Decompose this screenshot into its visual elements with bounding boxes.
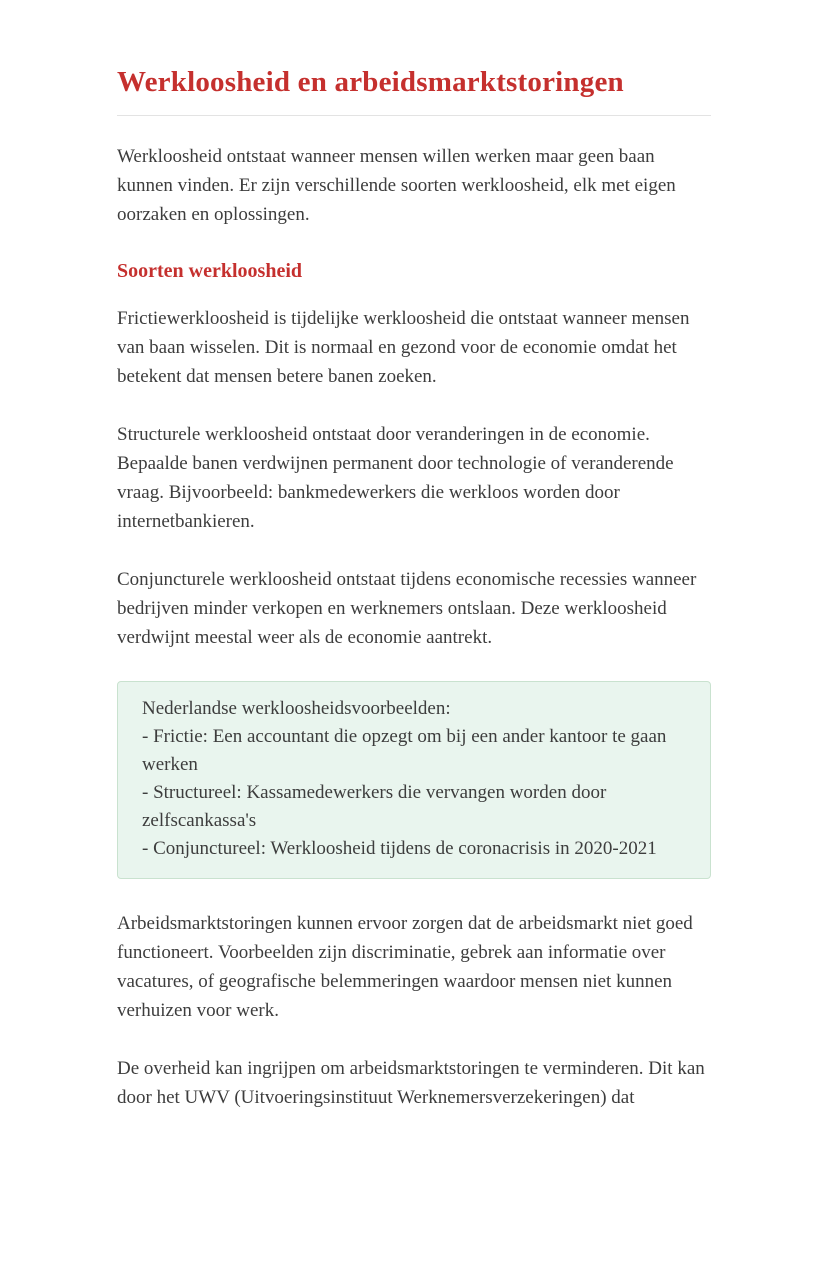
document-page xyxy=(117,0,711,1271)
example-box xyxy=(117,681,711,879)
paragraph-frictiewerkloosheid: Frictiewerkloosheid is tijdelijke werkloosheid die ontstaat wanneer mensen van baan wisselen. Dit is normaal en gezond voor de economie omdat het betekent dat mensen betere banen zoeken. xyxy=(117,308,690,388)
title-divider xyxy=(117,115,711,116)
page-title: Werkloosheid en arbeidsmarktstoringen xyxy=(117,66,624,98)
example-box-item-frictie: - Frictie: Een accountant die opzegt om bij een ander kantoor te gaan werken xyxy=(142,726,667,776)
paragraph-conjuncturele-werkloosheid: Conjuncturele werkloosheid ontstaat tijdens economische recessies wanneer bedrijven minder verkopen en werknemers ontslaan. Deze werkloosheid verdwijnt meestal weer als de economie aantrekt. xyxy=(117,569,697,649)
example-box-item-structureel: - Structureel: Kassamedewerkers die vervangen worden door zelfscankassa's xyxy=(142,782,607,832)
paragraph-overheid-uwv: De overheid kan ingrijpen om arbeidsmarktstoringen te verminderen. Dit kan door het UWV (Uitvoeringsinstituut Werknemersverzekeringen) dat xyxy=(117,1058,705,1109)
paragraph-structurele-werkloosheid: Structurele werkloosheid ontstaat door veranderingen in de economie. Bepaalde banen verdwijnen permanent door technologie of veranderende vraag. Bijvoorbeeld: bankmedewerkers die werkloos worden door internetbankieren. xyxy=(117,424,674,533)
paragraph-intro: Werkloosheid ontstaat wanneer mensen willen werken maar geen baan kunnen vinden. Er zijn verschillende soorten werkloosheid, elk met eigen oorzaken en oplossingen. xyxy=(117,146,676,226)
paragraph-arbeidsmarktstoringen: Arbeidsmarktstoringen kunnen ervoor zorgen dat de arbeidsmarkt niet goed functioneert. Voorbeelden zijn discriminatie, gebrek aan informatie over vacatures, of geografische belemmeringen waardoor mensen niet kunnen verhuizen voor werk. xyxy=(117,913,693,1022)
example-box-title: Nederlandse werkloosheidsvoorbeelden: xyxy=(142,698,451,720)
section-heading-soorten-werkloosheid: Soorten werkloosheid xyxy=(117,260,302,283)
example-box-item-conjunctureel: - Conjunctureel: Werkloosheid tijdens de coronacrisis in 2020-2021 xyxy=(142,838,657,860)
